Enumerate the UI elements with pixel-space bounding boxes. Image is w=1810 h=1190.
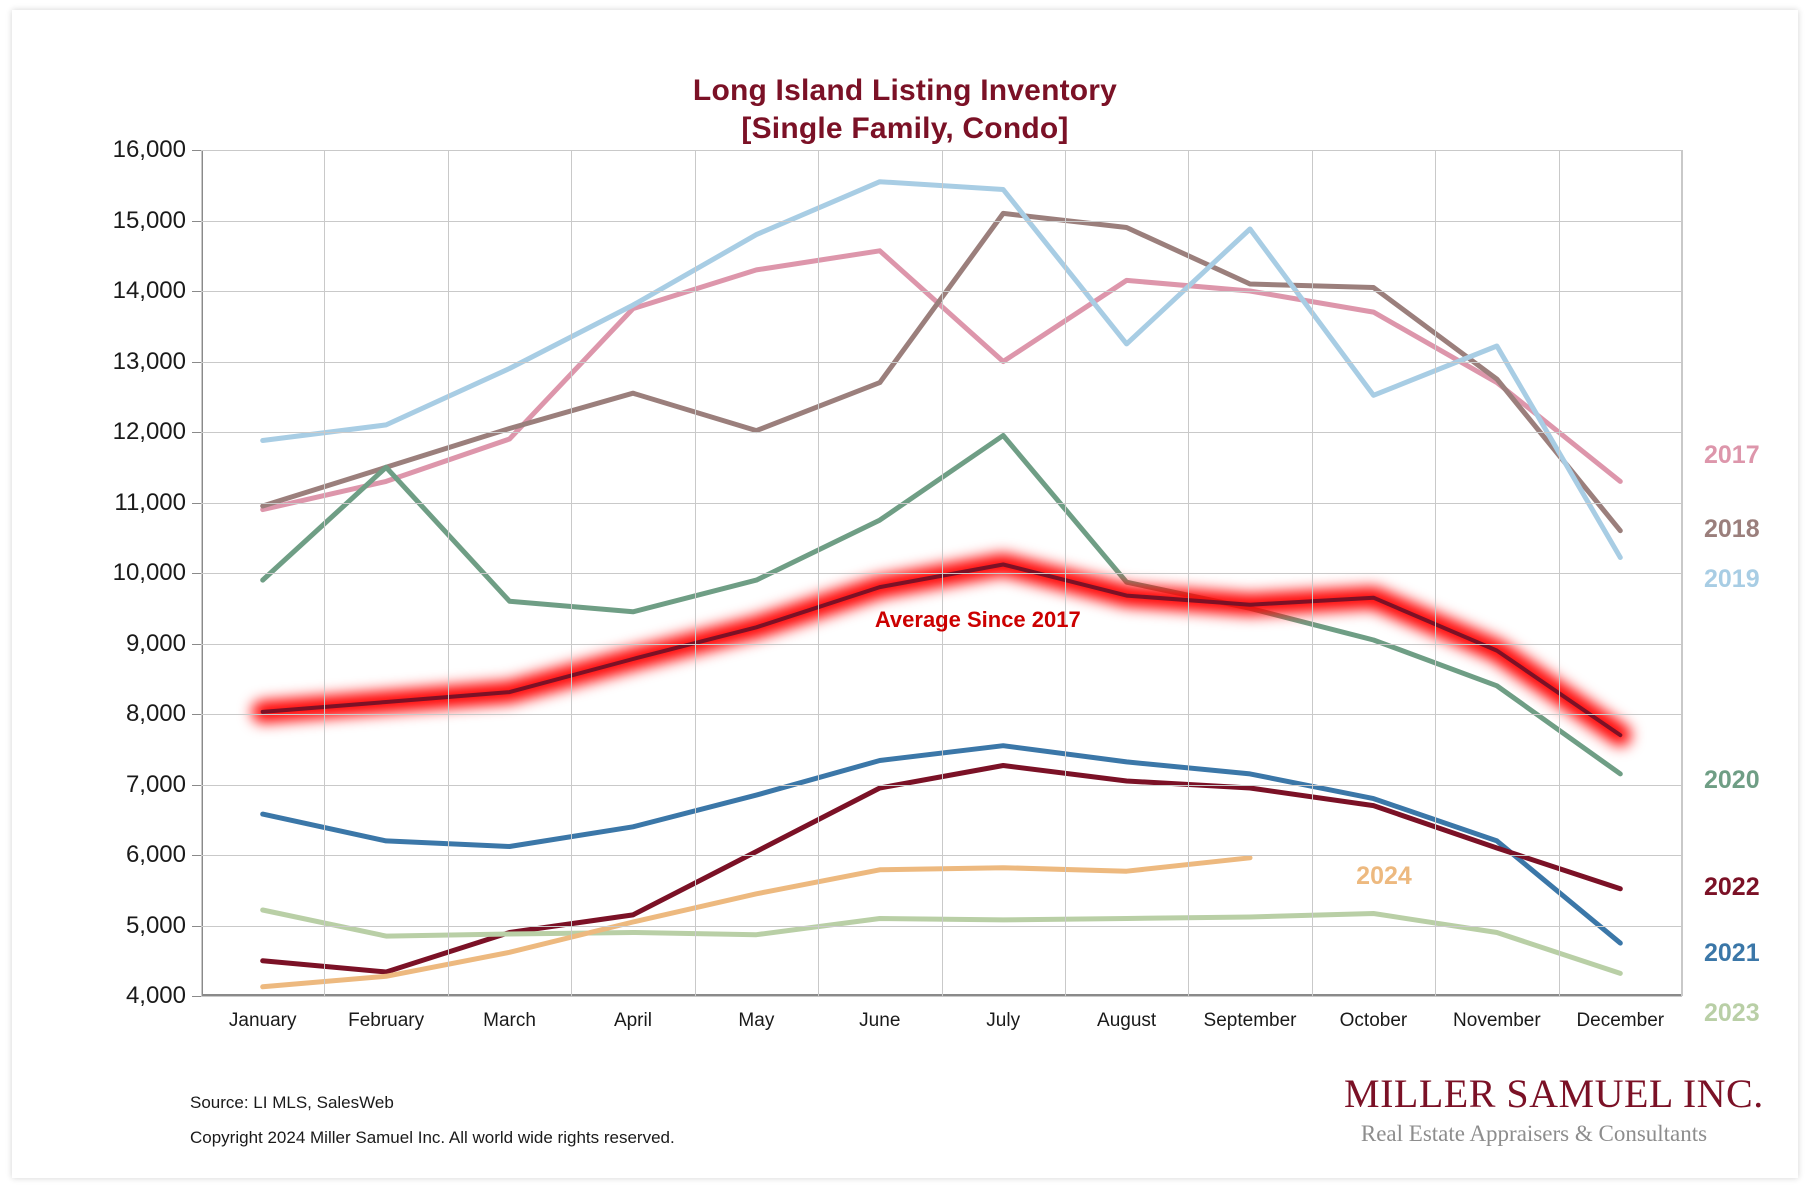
gridline-vertical — [1559, 150, 1560, 996]
gridline-vertical — [695, 150, 696, 996]
legend-label-2023: 2023 — [1704, 999, 1760, 1028]
legend-label-2017: 2017 — [1704, 441, 1760, 470]
y-axis-tick-mark — [192, 221, 201, 222]
y-axis-tick-mark — [192, 150, 201, 151]
y-axis-tick-mark — [192, 573, 201, 574]
x-axis-tick-label: February — [348, 1010, 425, 1031]
y-axis-tick-label: 12,000 — [112, 418, 186, 445]
gridline-vertical — [1312, 150, 1313, 996]
x-axis-tick-label: January — [228, 1010, 297, 1031]
y-axis-tick-mark — [192, 432, 201, 433]
gridline-vertical — [201, 150, 202, 996]
y-axis-tick-label: 16,000 — [112, 136, 186, 163]
gridline-vertical — [1435, 150, 1436, 996]
x-axis-tick-label: August — [1097, 1010, 1157, 1031]
x-axis-tick-label: May — [738, 1010, 775, 1031]
gridline-vertical — [448, 150, 449, 996]
average-series-annotation: Average Since 2017 — [874, 606, 1081, 632]
gridline-vertical — [1682, 150, 1683, 996]
x-axis-tick-label: September — [1203, 1010, 1297, 1031]
gridline-vertical — [1065, 150, 1066, 996]
y-axis-tick-mark — [192, 291, 201, 292]
y-axis-tick-label: 15,000 — [112, 206, 186, 234]
legend-label-2021: 2021 — [1704, 939, 1760, 968]
x-axis-tick-label: October — [1339, 1010, 1408, 1031]
brand-logo — [1344, 1070, 1764, 1147]
y-axis-tick-label: 13,000 — [112, 347, 186, 375]
series-annotation-2024: 2024 — [1356, 862, 1412, 891]
y-axis-tick-mark — [192, 785, 201, 786]
y-axis-tick-mark — [192, 855, 201, 856]
gridline-vertical — [818, 150, 819, 996]
y-axis-tick-mark — [192, 926, 201, 927]
gridline-vertical — [1188, 150, 1189, 996]
y-axis-tick-mark — [192, 996, 201, 997]
y-axis-tick-mark — [192, 362, 201, 363]
chart-title-line1: Long Island Listing Inventory — [692, 74, 1118, 107]
gridline-vertical — [942, 150, 943, 996]
legend-label-2019: 2019 — [1704, 565, 1760, 594]
plot-area — [201, 150, 1682, 996]
x-axis-tick-label: April — [613, 1010, 652, 1031]
y-axis-tick-label: 8,000 — [125, 700, 186, 727]
gridline-vertical — [571, 150, 572, 996]
y-axis-tick-mark — [192, 503, 201, 504]
y-axis-tick-label: 9,000 — [125, 629, 186, 657]
brand-tagline: Real Estate Appraisers & Consultants — [1360, 1121, 1708, 1146]
x-axis-tick-label: June — [859, 1010, 901, 1031]
legend-label-2020: 2020 — [1704, 765, 1760, 794]
chart-frame — [12, 10, 1798, 1178]
x-axis-tick-label: December — [1576, 1010, 1665, 1031]
copyright-note: Copyright 2024 Miller Samuel Inc. All world wide rights reserved. — [190, 1128, 675, 1147]
brand-name: MILLER SAMUEL INC. — [1344, 1071, 1764, 1116]
y-axis-tick-label: 7,000 — [125, 770, 186, 798]
gridline-vertical — [324, 150, 325, 996]
legend-label-2022: 2022 — [1704, 872, 1760, 901]
y-axis-tick-label: 4,000 — [125, 982, 186, 1009]
y-axis-tick-label: 6,000 — [125, 841, 186, 868]
x-axis-tick-label: July — [986, 1010, 1021, 1031]
chart-title-line2: [Single Family, Condo] — [741, 112, 1069, 146]
series-line-2024 — [263, 858, 1250, 987]
y-axis-tick-label: 14,000 — [112, 277, 186, 304]
y-axis-tick-label: 11,000 — [114, 488, 186, 516]
gridline-horizontal — [201, 996, 1682, 997]
y-axis-tick-label: 10,000 — [112, 559, 186, 586]
y-axis-tick-mark — [192, 714, 201, 715]
x-axis-tick-label: March — [483, 1010, 536, 1031]
legend-label-2018: 2018 — [1704, 514, 1760, 543]
x-axis-tick-label: November — [1453, 1010, 1541, 1031]
page-title — [12, 72, 1798, 149]
source-note: Source: LI MLS, SalesWeb — [190, 1093, 394, 1112]
y-axis-tick-mark — [192, 644, 201, 645]
y-axis-tick-label: 5,000 — [125, 911, 186, 939]
